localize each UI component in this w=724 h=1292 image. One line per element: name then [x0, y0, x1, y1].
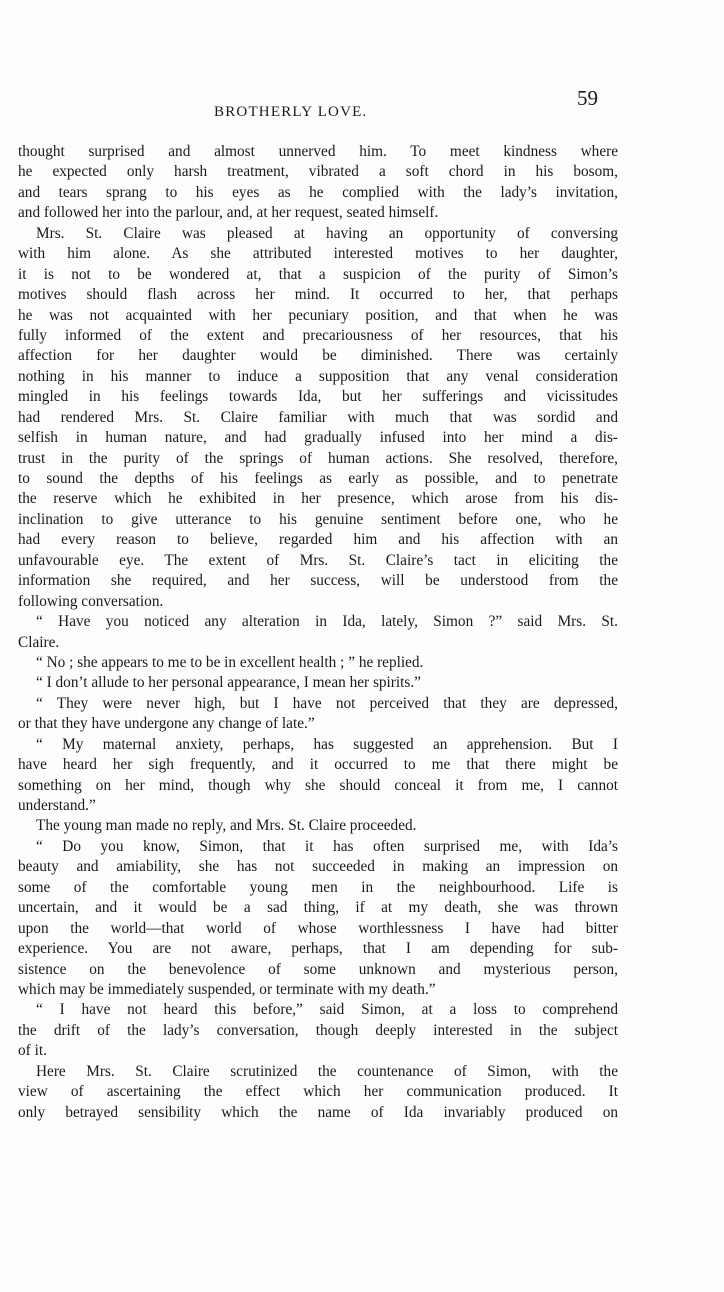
text-line: upon the world—that world of whose worthlessness I have had bitter — [18, 919, 618, 937]
running-head — [0, 86, 724, 118]
text-line: or that they have undergone any change of late.” — [18, 715, 315, 733]
text-line: Claire. — [18, 633, 60, 651]
text-line: and followed her into the parlour, and, at her request, seated himself. — [18, 204, 439, 222]
text-line: uncertain, and it would be a sad thing, if at my death, she was thrown — [18, 899, 618, 917]
text-line: had rendered Mrs. St. Claire familiar with much that was sordid and — [18, 408, 618, 426]
text-line: “ Do you know, Simon, that it has often surprised me, with Ida’s — [36, 837, 618, 855]
text-line: Mrs. St. Claire was pleased at having an opportunity of conversing — [36, 224, 618, 242]
text-line: with him alone. As she attributed interested motives to her daughter, — [18, 245, 618, 263]
text-line: understand.” — [18, 797, 96, 814]
text-line: thought surprised and almost unnerved him. To meet kindness where — [18, 143, 618, 160]
text-line: the reserve which he exhibited in her presence, which arose from his dis- — [18, 490, 618, 508]
text-line: he was not acquainted with her pecuniary position, and that when he was — [18, 306, 618, 324]
text-line: mingled in his feelings towards Ida, but her sufferings and vicissitudes — [18, 388, 618, 406]
text-line: experience. You are not aware, perhaps, that I am depending for sub- — [18, 940, 618, 958]
text-line: “ Have you noticed any alteration in Ida, lately, Simon ?” said Mrs. St. — [36, 613, 618, 631]
text-line: The young man made no reply, and Mrs. St. Claire proceeded. — [36, 817, 417, 835]
text-line: unfavourable eye. The extent of Mrs. St. Claire’s tact in eliciting the — [18, 551, 618, 569]
text-line: the drift of the lady’s conversation, though deeply interested in the subject — [18, 1021, 618, 1039]
running-title: BROTHERLY LOVE. — [214, 104, 368, 120]
text-line: to sound the depths of his feelings as early as possible, and to penetrate — [18, 470, 618, 487]
text-line: inclination to give utterance to his genuine sentiment before one, who he — [18, 510, 618, 528]
text-line: “ They were never high, but I have not perceived that they are depressed, — [36, 694, 618, 712]
text-line: and tears sprang to his eyes as he complied with the lady’s invitation, — [18, 183, 618, 201]
text-line: of it. — [18, 1042, 47, 1060]
text-line: have heard her sigh frequently, and it occurred to me that there might be — [18, 756, 618, 774]
text-line: motives should flash across her mind. It occurred to her, that perhaps — [18, 286, 618, 304]
text-line: some of the comfortable young men in the neighbourhood. Life is — [18, 878, 618, 896]
body-text — [18, 142, 618, 1123]
text-line: following conversation. — [18, 592, 164, 610]
text-line: “ I have not heard this before,” said Simon, at a loss to comprehend — [36, 1001, 618, 1019]
text-line: information she required, and her success, will be understood from the — [18, 572, 618, 590]
text-line: sistence on the benevolence of some unknown and mysterious person, — [18, 960, 618, 978]
text-line: it is not to be wondered at, that a suspicion of the purity of Simon’s — [18, 265, 618, 283]
text-line: beauty and amiability, she has not succeeded in making an impression on — [18, 858, 618, 876]
text-line: he expected only harsh treatment, vibrated a soft chord in his bosom, — [18, 163, 618, 181]
text-line: something on her mind, though why she should conceal it from me, I cannot — [18, 776, 618, 794]
text-line: selfish in human nature, and had gradually infused into her mind a dis- — [18, 429, 618, 447]
text-line: “ My maternal anxiety, perhaps, has suggested an apprehension. But I — [36, 735, 618, 753]
text-line: Here Mrs. St. Claire scrutinized the countenance of Simon, with the — [36, 1062, 618, 1080]
text-line: trust in the purity of the springs of human actions. She resolved, therefore, — [18, 449, 618, 467]
text-line: “ No ; she appears to me to be in excellent health ; ” he replied. — [36, 653, 424, 671]
text-line: only betrayed sensibility which the name of Ida invariably produced on — [18, 1103, 618, 1121]
text-line: fully informed of the extent and precariousness of her resources, that his — [18, 326, 618, 344]
text-line: “ I don’t allude to her personal appearance, I mean her spirits.” — [36, 674, 421, 692]
text-line: affection for her daughter would be diminished. There was certainly — [18, 347, 618, 365]
text-line: view of ascertaining the effect which her communication produced. It — [18, 1083, 618, 1101]
text-line: which may be immediately suspended, or terminate with my death.” — [18, 980, 436, 998]
page-number: 59 — [577, 86, 598, 110]
text-line: nothing in his manner to induce a supposition that any venal consideration — [18, 367, 618, 385]
text-line: had every reason to believe, regarded him and his affection with an — [18, 531, 618, 549]
